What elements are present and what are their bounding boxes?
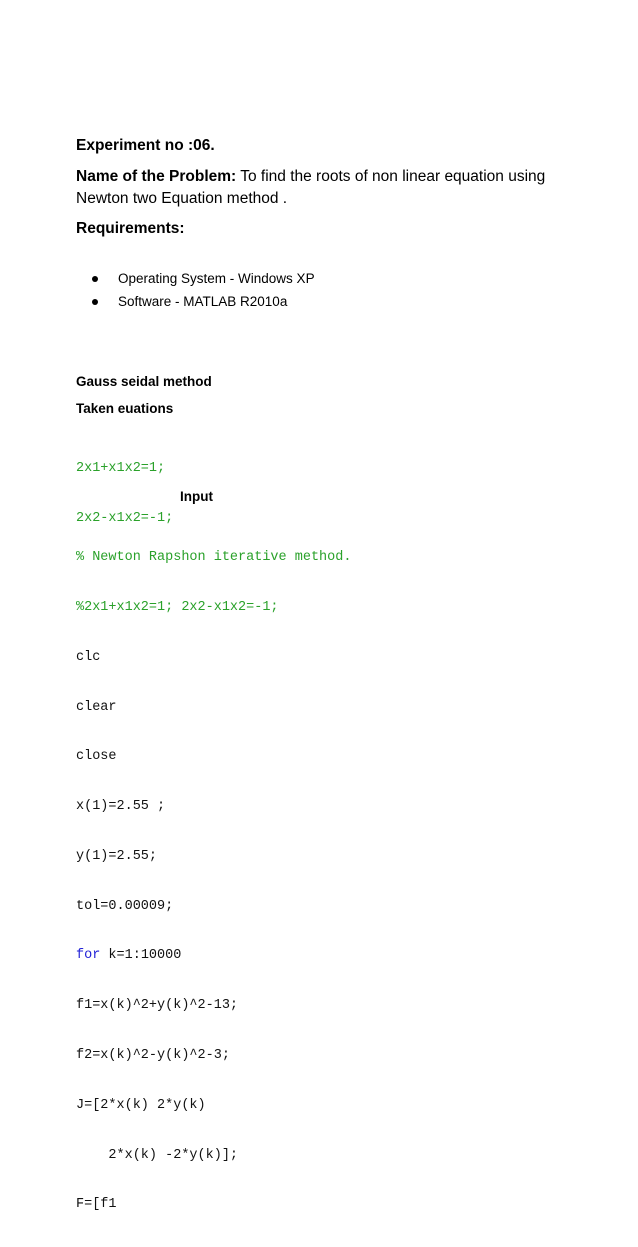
code-line: x(1)=2.55 ; — [76, 799, 166, 815]
requirement-text: Software - MATLAB R2010a — [118, 294, 288, 309]
code-line: clear — [76, 699, 117, 715]
requirements-heading: Requirements: — [76, 220, 185, 237]
code-line: F=[f1 — [76, 1197, 117, 1213]
code-line: tol=0.00009; — [76, 898, 174, 914]
requirement-item — [92, 269, 315, 292]
requirement-item — [92, 292, 315, 315]
code-line-for — [76, 948, 351, 965]
code-comment: % Newton Rapshon iterative method. — [76, 550, 352, 566]
bullet-icon — [92, 299, 98, 305]
code-line: J=[2*x(k) 2*y(k) — [76, 1097, 206, 1113]
code-line: f1=x(k)^2+y(k)^2-13; — [76, 998, 239, 1014]
code-line: clc — [76, 649, 101, 665]
experiment-number: Experiment no :06. — [76, 137, 215, 154]
equation-line: 2x2-x1x2=-1; — [76, 510, 174, 526]
code-line: f2=x(k)^2-y(k)^2-3; — [76, 1048, 230, 1063]
problem-text-1: To find the roots of non linear equation using — [236, 168, 546, 185]
equation-line: 2x1+x1x2=1; — [76, 461, 166, 477]
for-range: k=1:10000 — [100, 948, 182, 964]
problem-label: Name of the Problem: — [76, 168, 237, 185]
code-line: 2*x(k) -2*y(k)]; — [76, 1147, 239, 1163]
bullet-icon — [92, 276, 98, 282]
code-block — [76, 517, 351, 1247]
equations-label: Taken euations — [76, 401, 174, 416]
problem-line-1 — [76, 166, 545, 188]
for-keyword: for — [76, 948, 101, 964]
code-comment: %2x1+x1x2=1; 2x2-x1x2=-1; — [76, 599, 279, 615]
method-title: Gauss seidal method — [76, 374, 212, 389]
requirements-list — [92, 269, 315, 315]
code-line: close — [76, 749, 117, 765]
requirement-text: Operating System - Windows XP — [118, 271, 315, 286]
code-line: y(1)=2.55; — [76, 848, 158, 864]
input-label: Input — [180, 489, 213, 504]
problem-text-2: Newton two Equation method . — [76, 190, 288, 207]
